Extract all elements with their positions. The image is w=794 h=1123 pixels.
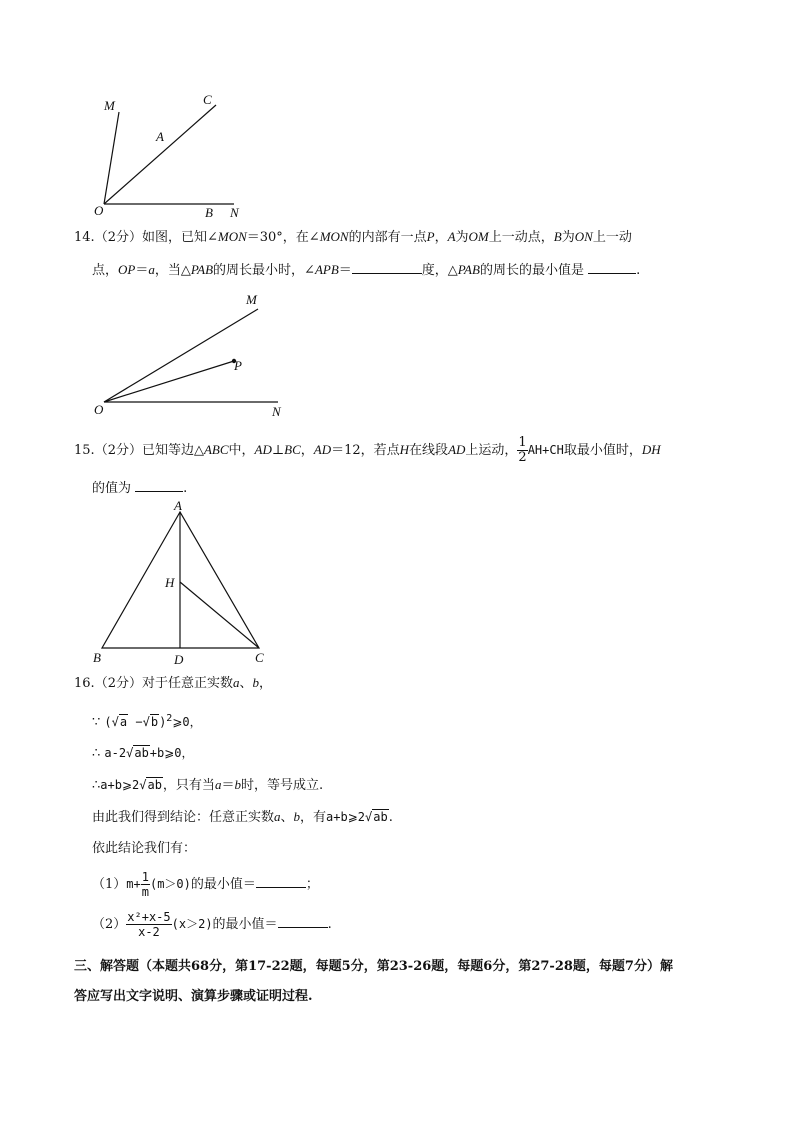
fraction-half: $\frac{1}{2}$ <box>518 435 527 465</box>
label-n: N <box>230 205 239 220</box>
q16-part-1: （1）m+ $\frac{1}{m}$ (m＞0)的最小值＝ ； <box>92 870 319 899</box>
section-3-header-line-1: 三、解答题（本题共68分，第17-22题，每题5分，第23-26题，每题6分，第27-28题，每题7分）解 <box>74 959 673 974</box>
q16-step-2: ∴ a-2√ab+b⩾0， <box>92 746 194 761</box>
fraction-quadratic: $\frac{\text{x²+x-5}}{x-2}$ <box>127 910 171 939</box>
label-m: M <box>104 98 115 113</box>
q14-line-2: 点，OP＝a，当△PAB的周长最小时，∠APB＝ 度，△PAB的周长的最小值是 . <box>92 262 641 278</box>
q16-part-2: （2） $\frac{\text{x²+x-5}}{x-2}$ (x＞2)的最小值＝ . <box>92 910 332 939</box>
segment-hc <box>180 582 259 648</box>
answer-blank-q16-2[interactable] <box>278 914 328 928</box>
ray-om <box>104 112 119 204</box>
label-b: B <box>93 650 101 665</box>
answer-blank-q16-1[interactable] <box>256 874 306 888</box>
answer-blank-q14-2[interactable] <box>588 260 636 274</box>
figure-angle-moc <box>90 90 250 224</box>
label-b: B <box>205 205 213 220</box>
label-o: O <box>94 203 104 218</box>
sqrt-ab: √ab <box>139 778 162 792</box>
sqrt-a: √a <box>111 715 128 729</box>
sqrt-b: √b <box>142 715 159 729</box>
fraction-one-over-m: $\frac{1}{m}$ <box>141 870 149 899</box>
ray-om <box>104 309 258 402</box>
label-h: H <box>165 575 175 590</box>
segment-op <box>104 361 234 402</box>
q16-conclusion: 由此我们得到结论：任意正实数a、b，有a+b⩾2√ab. <box>92 809 393 825</box>
ray-oc <box>104 105 216 204</box>
label-c: C <box>255 650 264 665</box>
q15-line-2: 的值为 . <box>92 478 187 498</box>
label-o: O <box>94 402 104 417</box>
answer-blank-q14-1[interactable] <box>352 260 422 274</box>
label-c: C <box>203 92 212 107</box>
figure-equilateral-triangle <box>88 498 278 674</box>
q16-step-3: ∴a+b⩾2√ab，只有当a＝b时，等号成立. <box>92 777 324 793</box>
label-m: M <box>246 292 257 307</box>
q14-line-1: 14.（2分）如图，已知∠MON＝30°，在∠MON的内部有一点P，A为OM上一动点，B为ON上一动 <box>74 229 632 245</box>
label-d: D <box>174 652 184 667</box>
section-3-header-line-2: 答应写出文字说明、演算步骤或证明过程. <box>74 989 313 1004</box>
label-a: A <box>174 498 182 513</box>
q15-line-1: 15.（2分）已知等边△ABC中，AD⊥BC，AD＝12，若点H在线段AD上运动， $\frac{1}{2}$ AH+CH取最小值时，DH <box>74 435 661 465</box>
sqrt-ab: √ab <box>126 746 149 760</box>
figure-angle-mon <box>88 288 298 427</box>
q16-follow: 依此结论我们有： <box>92 841 197 856</box>
q16-step-1: ∵ $(√a -√b)^2⩾0$， <box>92 713 202 730</box>
answer-blank-q15[interactable] <box>135 478 183 492</box>
q16-intro: 16.（2分）对于任意正实数a、b， <box>74 675 273 691</box>
label-n: N <box>272 404 281 419</box>
label-p: P <box>234 358 242 373</box>
sqrt-ab: √ab <box>365 810 388 824</box>
label-a: A <box>156 129 164 144</box>
